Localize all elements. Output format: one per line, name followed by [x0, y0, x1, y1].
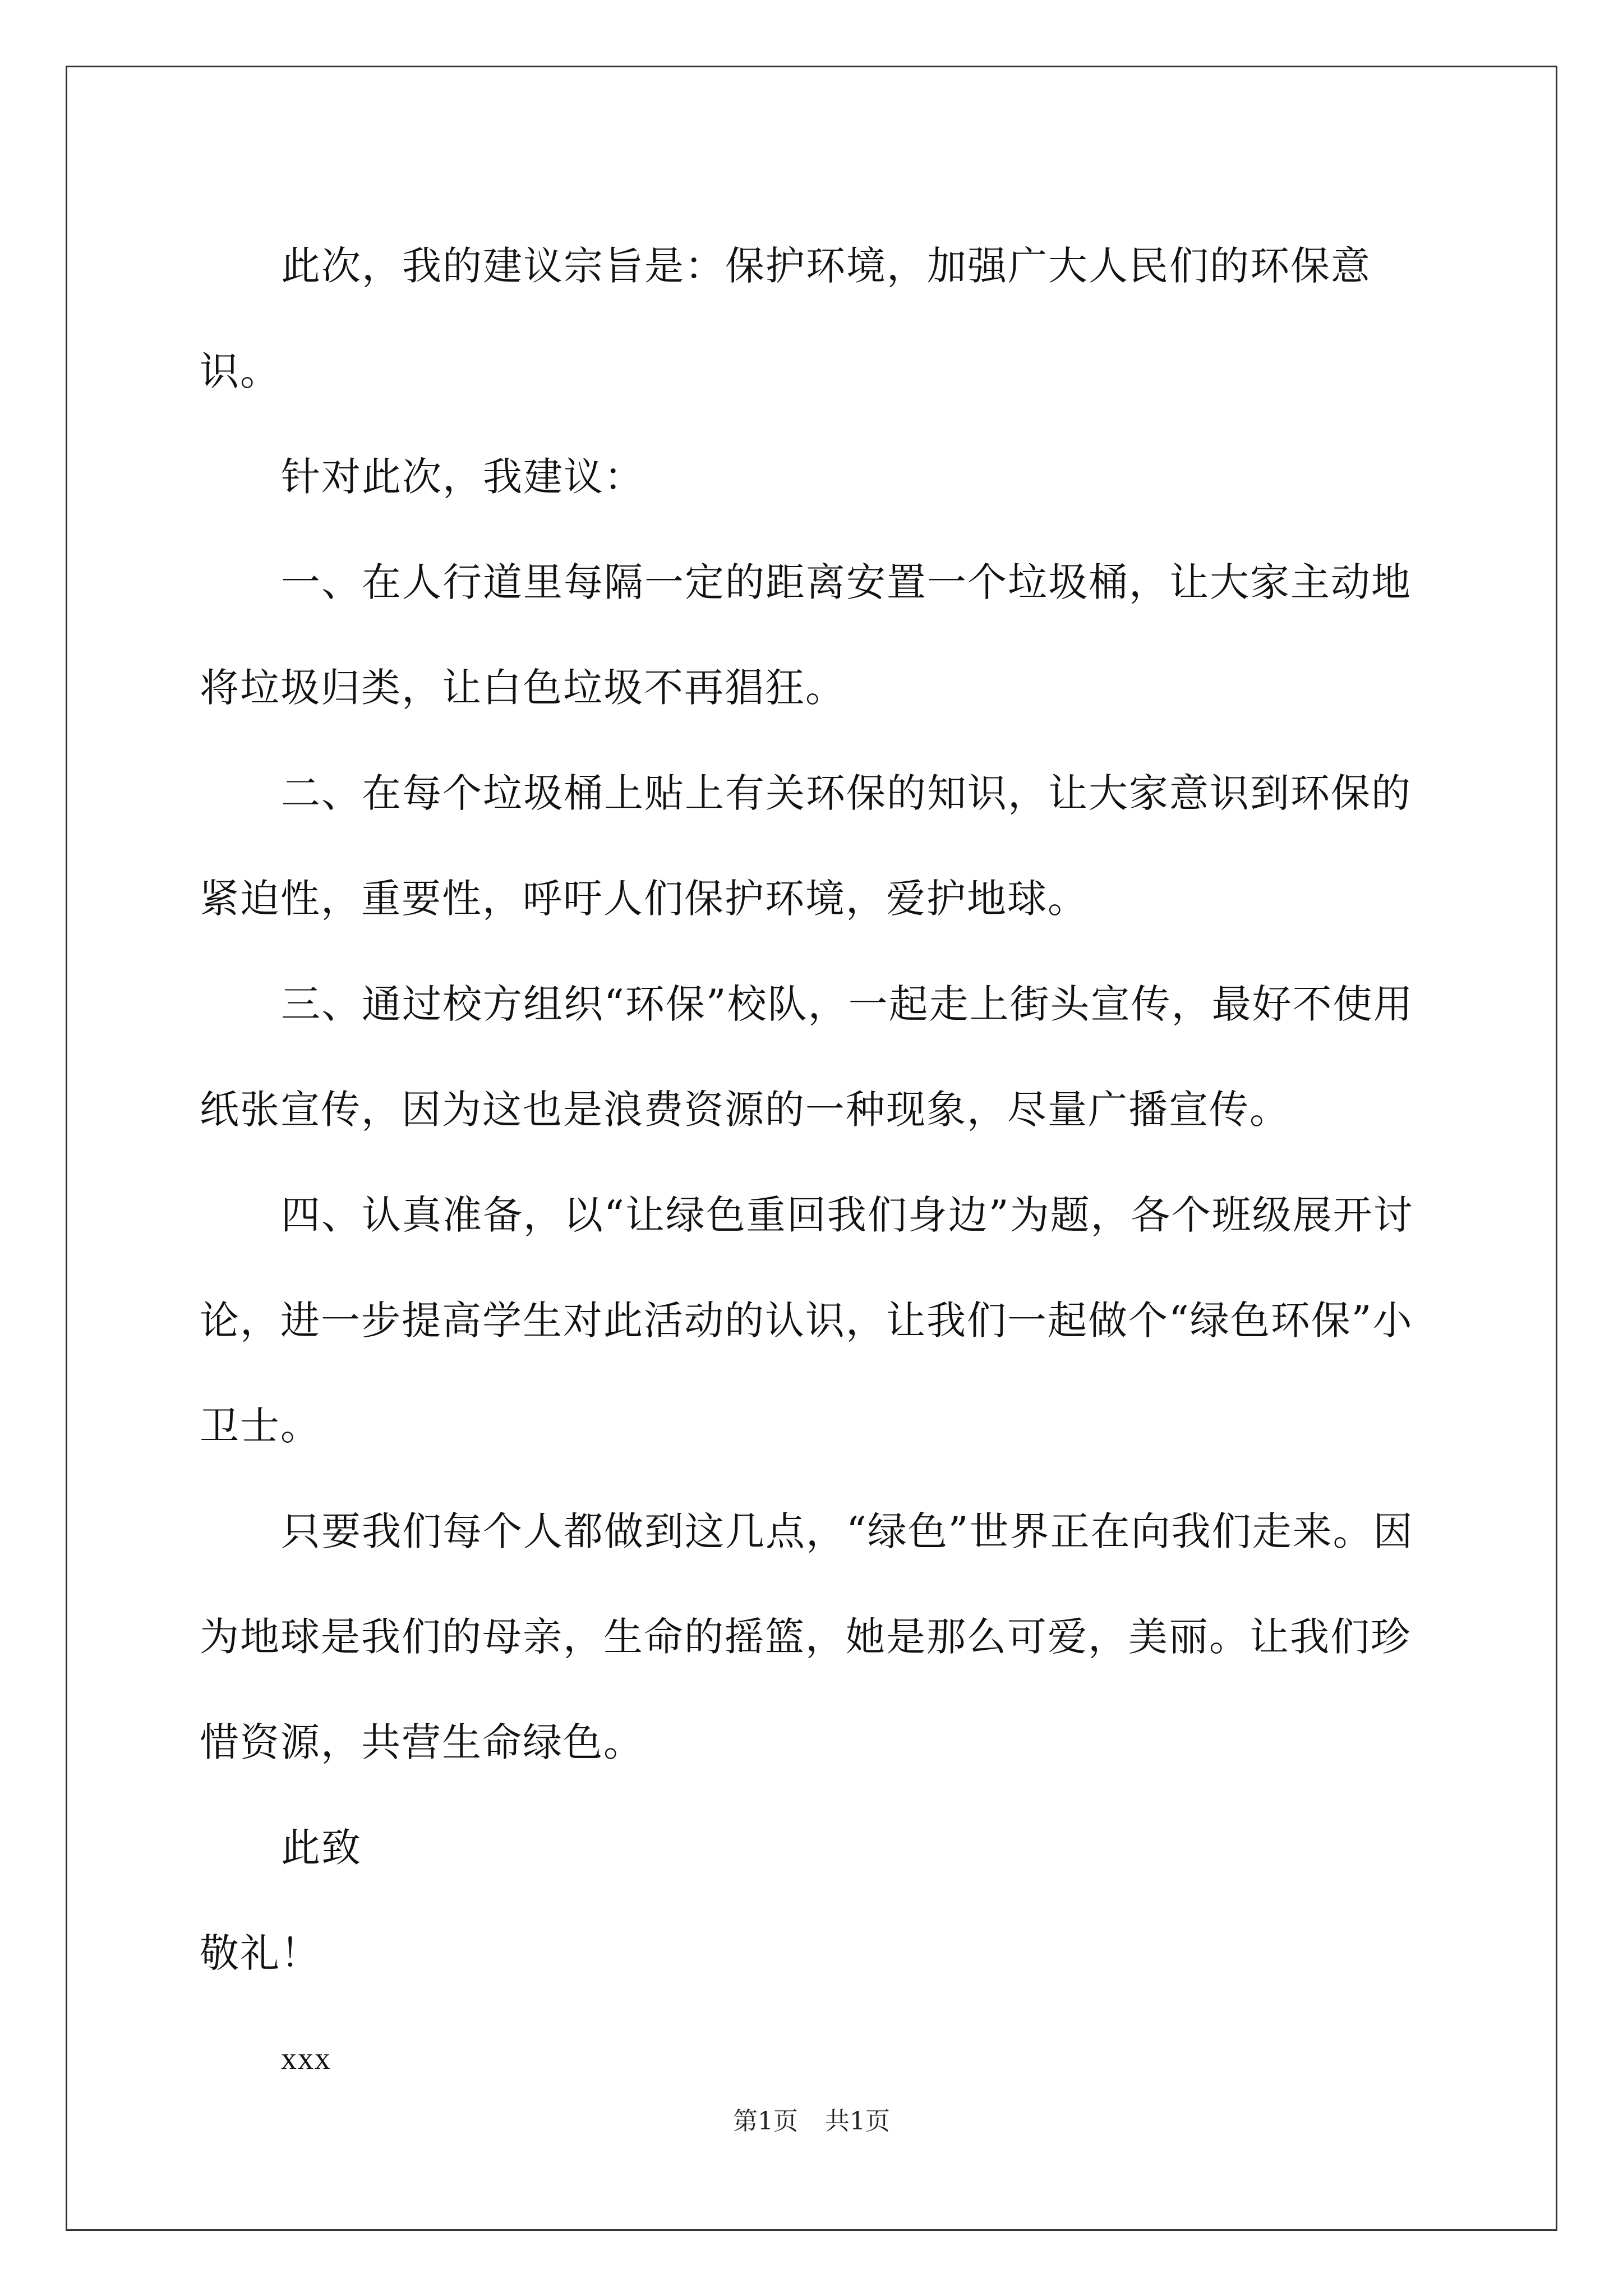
paragraph-purpose: 此次，我的建议宗旨是：保护环境，加强广大人民们的环保意识。	[200, 243, 1371, 394]
paragraph-intro: 针对此次，我建议：	[281, 454, 644, 500]
page-total: 共1页	[825, 2107, 890, 2136]
paragraph-suggestion-2: 二、在每个垃圾桶上贴上有关环保的知识，让大家意识到环保的紧迫性，重要性，呼吁人们保护环境，爱护地球。	[200, 770, 1412, 922]
salutation: 敬礼！	[200, 1930, 321, 1976]
signer: xxx	[281, 2041, 331, 2076]
page-footer	[0, 2101, 1623, 2137]
closing: 此致	[281, 1825, 362, 1871]
paragraph-suggestion-3: 三、通过校方组织“环保”校队，一起走上街头宣传，最好不使用纸张宣传，因为这也是浪费资源的一种现象，尽量广播宣传。	[200, 981, 1414, 1133]
paragraph-suggestion-1: 一、在人行道里每隔一定的距离安置一个垃圾桶，让大家主动地将垃圾归类，让白色垃圾不再猖狂。	[200, 559, 1412, 711]
page-number: 第1页	[733, 2107, 798, 2136]
letter-body	[200, 213, 1433, 2111]
paragraph-conclusion: 只要我们每个人都做到这几点，“绿色”世界正在向我们走来。因为地球是我们的母亲，生命的摇篮，她是那么可爱，美丽。让我们珍惜资源，共营生命绿色。	[200, 1508, 1414, 1765]
paragraph-suggestion-4: 四、认真准备，以“让绿色重回我们身边”为题，各个班级展开讨论，进一步提高学生对此活动的认识，让我们一起做个“绿色环保”小卫士。	[200, 1192, 1414, 1449]
